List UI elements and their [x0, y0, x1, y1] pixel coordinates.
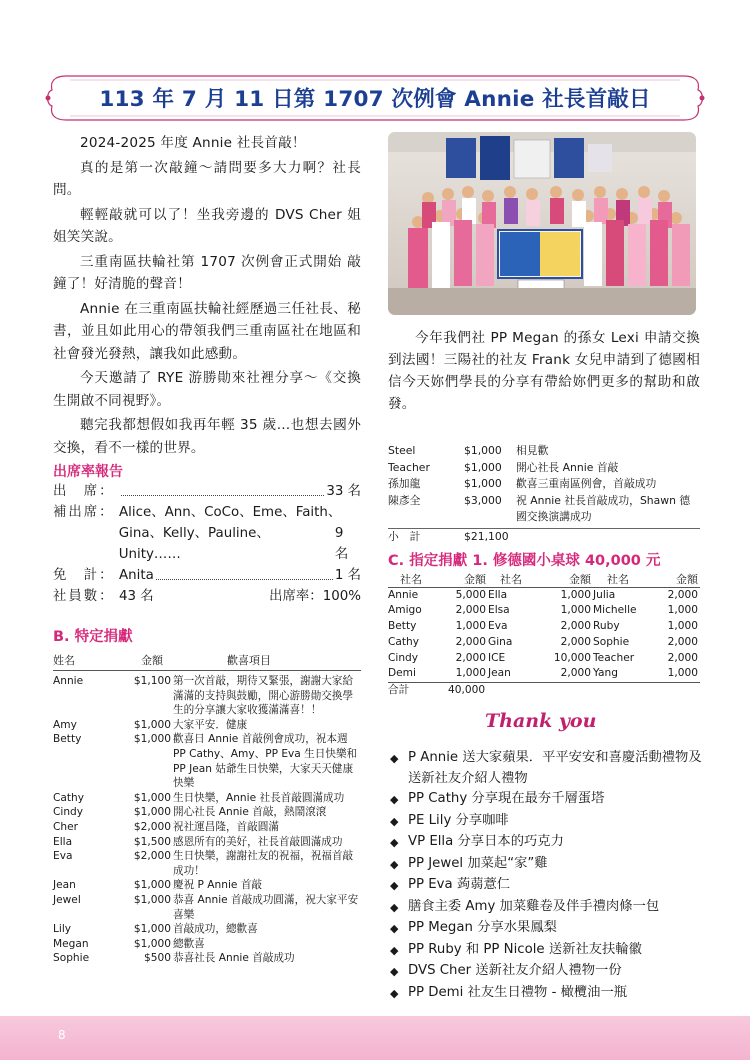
donation-amount: $2,000: [133, 820, 171, 833]
donor-name: Amy: [53, 718, 77, 731]
donor-name: Teacher: [388, 460, 430, 474]
donation-note: 歡喜日 Annie 首敲例會成功，祝本週 PP Cathy、Amy、PP Eva 生日快樂和 PP Jean 姑爺生日快樂，大家天天健康快樂: [173, 733, 358, 790]
donation-row: [388, 476, 700, 493]
donor-name: Annie: [53, 675, 84, 687]
title-banner: [44, 70, 706, 126]
subtotal-row: 小 計 $21,100: [388, 528, 700, 545]
donation-amount: $3,000: [464, 493, 502, 507]
donation-note: 第一次首敲，期待又緊張，謝謝大家給滿滿的支持與鼓勵，開心游勝勛交換學生的分享讓大家收獲滿滿喜！！: [173, 675, 354, 717]
section-c-row: [388, 588, 700, 604]
donation-row: [53, 805, 361, 820]
thanks-text: PP Demi 社友生日禮物 - 橄欖油一瓶: [408, 984, 628, 1000]
thanks-text: P Annie 送大家蘋果．平平安安和喜慶活動禮物及送新社友介紹人禮物: [408, 750, 702, 786]
thanks-item: [390, 832, 710, 854]
section-c-row: [388, 651, 700, 667]
member-name: Ruby: [593, 620, 620, 633]
donation-table-header: 姓名 金額 歡喜項目: [53, 652, 361, 671]
section-c-table: [388, 588, 700, 683]
section-c-row: [388, 619, 700, 635]
section-c-header: 社名 金額 社名 金額 社名 金額: [388, 573, 700, 588]
left-column: [53, 132, 361, 966]
donation-amount: $1,000: [133, 879, 171, 892]
group-photo: [388, 132, 696, 315]
donor-name: Sophie: [53, 952, 90, 965]
donation-row: [53, 922, 361, 937]
thanks-item: [390, 940, 710, 962]
attendance-members: 社員數： 43 名 出席率： 100%: [53, 589, 361, 604]
donation-note: 開心社長 Annie 首敲，熱鬧滾滾: [173, 806, 327, 819]
thanks-text: VP Ella 分享日本的巧克力: [408, 834, 564, 849]
group-photo-image: [388, 132, 696, 315]
donation-row: [53, 937, 361, 952]
member-amount: 1,000: [667, 604, 698, 617]
donation-note: 感恩所有的美好，社長首敲圓滿成功: [173, 835, 343, 848]
thanks-text: DVS Cher 送新社友介紹人禮物一份: [408, 963, 622, 978]
section-c-total: 合計 40,000: [388, 682, 700, 698]
donation-note: 祝 Annie 社長首敲成功，Shawn 德國交換演講成功: [516, 493, 691, 523]
diamond-bullet-icon: ◆: [390, 836, 399, 849]
member-name: Cindy: [388, 651, 419, 664]
donation-amount: $1,000: [133, 937, 171, 950]
donation-amount: $1,000: [133, 806, 171, 819]
thanks-item: [390, 961, 710, 983]
thank-you-heading: Thank you: [485, 710, 597, 732]
member-amount: 2,000: [455, 635, 486, 648]
diamond-bullet-icon: ◆: [390, 857, 399, 871]
member-amount: 5,000: [455, 588, 486, 601]
diamond-bullet-icon: ◆: [390, 965, 399, 978]
donor-name: Lily: [53, 923, 72, 936]
member-name: Teacher: [593, 651, 635, 664]
intro-paragraph: 今天邀請了 RYE 游勝勛來社裡分享～《交換生開啟不同視野》。: [53, 370, 361, 409]
donation-row: [53, 893, 361, 922]
donation-amount: $1,000: [133, 718, 171, 731]
diamond-bullet-icon: ◆: [390, 943, 399, 957]
member-name: Gina: [488, 635, 513, 648]
donation-amount: $1,000: [133, 791, 171, 804]
thanks-text: PP Megan 分享水果鳳梨: [408, 920, 557, 935]
donation-row: [53, 835, 361, 850]
member-amount: 10,000: [553, 651, 591, 664]
donor-name: Cindy: [53, 806, 84, 819]
member-name: Yang: [593, 667, 618, 680]
donor-name: Cathy: [53, 791, 85, 804]
attendance-makeup: 補出席： Alice、Ann、CoCo、Eme、Faith、: [53, 505, 342, 520]
donor-name: 陳彥全: [388, 493, 421, 507]
donation-amount: $1,000: [133, 733, 171, 746]
attendance-exempt: 免 計： Anita 1 名: [53, 565, 361, 586]
member-name: Julia: [593, 588, 616, 601]
member-amount: 2,000: [667, 651, 698, 664]
donation-note: 相見歡: [516, 444, 549, 457]
thanks-text: PP Ruby 和 PP Nicole 送新社友扶輪徽: [408, 941, 642, 957]
intro-paragraph: 輕輕敲就可以了！坐我旁邊的 DVS Cher 姐姐笑笑說。: [53, 206, 361, 245]
donation-note: 首敲成功，總歡喜: [173, 923, 258, 936]
exchange-paragraph: 今年我們社 PP Megan 的孫女 Lexi 申請交換到法國！三陽社的社友 Frank 女兒申請到了德國相信今天妳們學長的分享有帶給妳們更多的幫助和啟發。: [388, 330, 700, 412]
intro-paragraph: 三重南區扶輪社第 1707 次例會正式開始 敲鐘了！好清脆的聲音！: [53, 253, 361, 292]
thanks-text: PP Cathy 分享現在最夯千層蛋塔: [408, 791, 605, 806]
donation-note: 生日快樂，謝謝社友的祝福，祝福首敲成功！: [173, 850, 354, 877]
donation-note: 慶祝 P Annie 首敲: [173, 879, 263, 892]
donation-note: 恭喜社長 Annie 首敲成功: [173, 952, 295, 965]
attendance-makeup-cont: Gina、Kelly、Pauline、Unity…… 9 名: [118, 526, 349, 562]
diamond-bullet-icon: ◆: [390, 793, 399, 806]
attendance-present: 出 席： 33 名: [53, 481, 361, 502]
donor-name: Eva: [53, 850, 73, 863]
section-b-title: B. 特定捐獻: [53, 629, 133, 645]
member-name: Annie: [388, 588, 419, 601]
donation-amount: $1,000: [464, 477, 502, 490]
member-name: Demi: [388, 667, 416, 680]
thanks-item: [390, 854, 710, 876]
thanks-item: [390, 811, 710, 833]
donation-row: [53, 674, 361, 718]
donation-amount: $2,000: [133, 850, 171, 863]
member-name: Amigo: [388, 604, 422, 617]
member-amount: 1,000: [667, 667, 698, 680]
thanks-item: [390, 897, 710, 919]
member-amount: 1,000: [667, 620, 698, 633]
donor-name: Cher: [53, 820, 78, 833]
donation-row: [53, 718, 361, 733]
intro-paragraph: 2024-2025 年度 Annie 社長首敲！: [80, 135, 306, 151]
donor-name: 孫加龍: [388, 477, 421, 490]
thanks-list: [390, 748, 710, 1004]
donation-row: [53, 951, 361, 966]
thanks-item: [390, 789, 710, 811]
donor-name: Ella: [53, 835, 73, 848]
donation-row: [53, 732, 361, 790]
donation-row: [53, 878, 361, 893]
donation-note: 祝社運昌隆，首敲圓滿: [173, 820, 279, 833]
member-amount: 1,000: [455, 667, 486, 680]
donation-amount: $1,000: [464, 444, 502, 457]
member-amount: 1,000: [455, 620, 486, 633]
thanks-item: [390, 983, 710, 1005]
donation-note: 生日快樂，Annie 社長首敲圓滿成功: [173, 791, 345, 804]
thanks-text: PP Eva 蒟蒻薏仁: [408, 877, 511, 892]
member-name: Elsa: [488, 604, 510, 617]
donation-amount: $1,100: [133, 675, 171, 687]
section-c-row: [388, 603, 700, 619]
member-name: Cathy: [388, 635, 420, 648]
donation-row: [388, 443, 700, 460]
diamond-bullet-icon: ◆: [390, 752, 399, 765]
member-name: Betty: [388, 620, 417, 633]
continued-donation-table: [388, 443, 700, 545]
donor-name: Megan: [53, 937, 89, 950]
diamond-bullet-icon: ◆: [390, 922, 399, 935]
member-amount: 1,000: [560, 604, 591, 617]
donation-note: 開心社長 Annie 首敲: [516, 460, 619, 474]
intro-paragraph: 聽完我都想假如我再年輕 35 歲…也想去國外交換，看不一樣的世界。: [53, 417, 361, 456]
footer-band: [0, 1016, 750, 1060]
member-name: Jean: [488, 667, 511, 680]
member-amount: 1,000: [560, 588, 591, 601]
donation-amount: $1,000: [464, 460, 502, 474]
thanks-item: [390, 875, 710, 897]
intro-paragraph: 真的是第一次敲鐘～請問要多大力啊？社長問。: [53, 159, 361, 198]
donation-amount: $500: [144, 952, 171, 965]
section-c-row: [388, 666, 700, 682]
member-amount: 2,000: [667, 588, 698, 601]
thanks-text: 膳食主委 Amy 加菜雞卷及伴手禮肉條一包: [408, 898, 660, 914]
donation-row: [53, 820, 361, 835]
donation-row: [53, 849, 361, 878]
donation-note: 總歡喜: [173, 937, 205, 950]
donation-row: [388, 460, 700, 477]
donor-name: Jean: [53, 879, 76, 892]
page-number: 8: [58, 1028, 66, 1042]
donation-table: [53, 674, 361, 966]
member-amount: 2,000: [560, 635, 591, 648]
section-c-row: [388, 635, 700, 651]
member-name: ICE: [488, 651, 506, 664]
donor-name: Betty: [53, 733, 82, 746]
thanks-text: PE Lily 分享咖啡: [408, 812, 509, 828]
member-amount: 2,000: [667, 635, 698, 648]
donor-name: Steel: [388, 444, 416, 457]
page-title: 113 年 7 月 11 日第 1707 次例會 Annie 社長首敲日: [99, 87, 651, 112]
diamond-bullet-icon: ◆: [390, 900, 399, 914]
member-amount: 2,000: [560, 620, 591, 633]
thanks-item: [390, 748, 710, 789]
donation-amount: $1,000: [133, 923, 171, 936]
member-name: Michelle: [593, 604, 637, 617]
thanks-item: [390, 918, 710, 940]
attendance-title: 出席率報告: [53, 464, 123, 480]
donation-note: 大家平安．健康: [173, 718, 248, 731]
member-name: Ella: [488, 588, 508, 601]
diamond-bullet-icon: ◆: [390, 814, 399, 828]
donation-note: 歡喜三重南區例會，首敲成功: [516, 477, 657, 490]
intro-paragraph: Annie 在三重南區扶輪社經歷過三任社長、秘書，並且如此用心的帶領我們三重南區社在地區和社會發光發熱，讓我如此感動。: [53, 300, 361, 362]
member-name: Eva: [488, 620, 508, 633]
donation-row: [388, 493, 700, 526]
donation-amount: $1,000: [133, 893, 171, 906]
donor-name: Jewel: [53, 893, 81, 906]
donation-note: 恭喜 Annie 首敲成功圓滿，祝大家平安喜樂: [173, 893, 359, 921]
donation-amount: $1,500: [133, 835, 171, 848]
member-amount: 2,000: [455, 651, 486, 664]
diamond-bullet-icon: ◆: [390, 986, 399, 1000]
member-amount: 2,000: [560, 667, 591, 680]
right-column: [388, 132, 700, 698]
member-name: Sophie: [593, 635, 630, 648]
donation-row: [53, 791, 361, 806]
diamond-bullet-icon: ◆: [390, 879, 399, 892]
thanks-text: PP Jewel 加菜起“家”雞: [408, 855, 548, 871]
section-c-title: C. 指定捐獻 1. 修德國小桌球 40,000 元: [388, 552, 661, 569]
member-amount: 2,000: [455, 604, 486, 617]
